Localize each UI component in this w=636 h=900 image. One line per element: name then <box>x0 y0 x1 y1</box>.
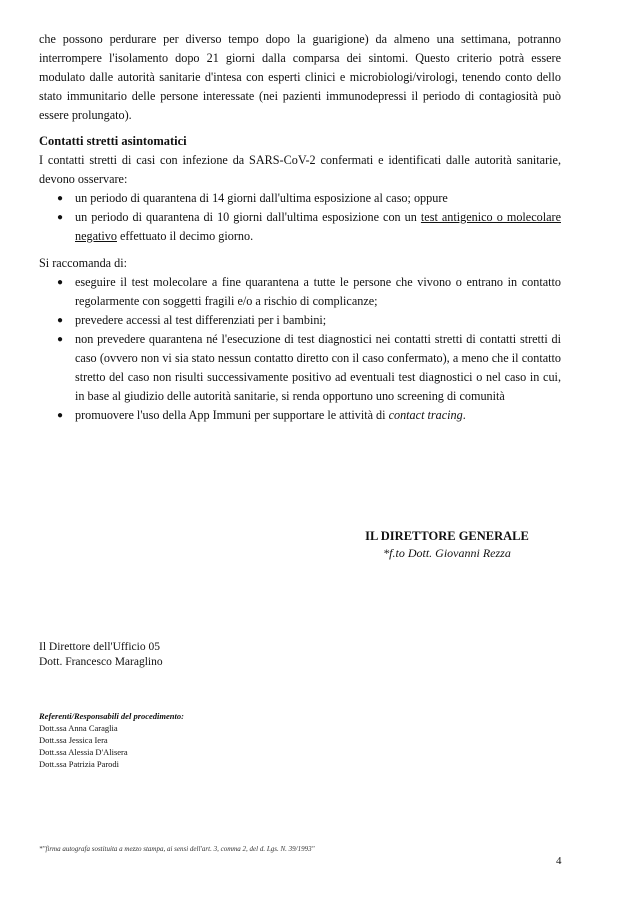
bullet-icon: ● <box>57 193 64 204</box>
referents-heading: Referenti/Responsabili del procedimento: <box>39 711 184 721</box>
referent-name: Dott.ssa Patrizia Parodi <box>39 759 120 769</box>
list-item <box>39 406 561 425</box>
list-item-text: non prevedere quarantena né l'esecuzione di test diagnostici nei contatti stretti di contatti stretti di caso (ovvero non vi sia stato nessun contatto diretto con il caso confermato), a meno che il contatto stretto del caso non risulti successivamente positivo ad eventuali test diagnostici o nel caso in cui, in base al giudizio delle autorità sanitarie, si renda opportuno uno screening di comunità <box>75 332 561 403</box>
document-body <box>39 30 561 425</box>
recommend-list <box>39 273 561 425</box>
list-item-text: un periodo di quarantena di 14 giorni dall'ultima esposizione al caso; oppure <box>75 191 448 205</box>
office-block <box>39 640 163 670</box>
signature-block <box>337 528 557 562</box>
office-title: Il Direttore dell'Ufficio 05 <box>39 641 160 653</box>
referents-block <box>39 710 184 770</box>
list-item-text: eseguire il test molecolare a fine quarantena a tutte le persone che vivono o entrano in contatto regolarmente con soggetti fragili e/o a rischio di complicanze; <box>75 275 561 308</box>
list-item <box>39 311 561 330</box>
referent-name: Dott.ssa Anna Caraglia <box>39 723 118 733</box>
list-item-text: . <box>462 408 466 422</box>
recommend-intro: Si raccomanda di: <box>39 256 127 270</box>
list-item-text: un periodo di quarantena di 10 giorni dall'ultima esposizione con un <box>75 210 421 224</box>
office-name: Dott. Francesco Maraglino <box>39 656 163 668</box>
referent-name: Dott.ssa Alessia D'Alisera <box>39 747 128 757</box>
footnote: *"firma autografa sostituita a mezzo stampa, ai sensi dell'art. 3, comma 2, del d. Lgs. N. 39/1993" <box>39 845 315 853</box>
bullet-icon: ● <box>57 212 64 223</box>
list-item-text: promuovere l'uso della App Immuni per supportare le attività di <box>75 408 389 422</box>
bullet-icon: ● <box>57 315 64 326</box>
section-heading: Contatti stretti asintomatici <box>39 134 187 148</box>
referent-name: Dott.ssa Jessica Iera <box>39 735 108 745</box>
bullet-icon: ● <box>57 277 64 288</box>
list-item <box>39 189 561 208</box>
list-item-text: effettuato il decimo giorno. <box>116 229 254 243</box>
list-item-text: prevedere accessi al test differenziati per i bambini; <box>75 313 327 327</box>
list-item <box>39 330 561 406</box>
italic-text: contact tracing <box>388 408 463 422</box>
underlined-text: test antigenico o molecolare negativo <box>75 210 561 243</box>
signature-title: IL DIRETTORE GENERALE <box>365 529 529 543</box>
bullet-icon: ● <box>57 334 64 345</box>
section-body: I contatti stretti di casi con infezione da SARS-CoV-2 confermati e identificati dalle autorità sanitarie, devono osservare: <box>39 153 561 186</box>
list-item <box>39 208 561 246</box>
signature-name: *f.to Dott. Giovanni Rezza <box>383 546 511 560</box>
list-item <box>39 273 561 311</box>
page-number: 4 <box>556 855 562 867</box>
bullet-icon: ● <box>57 410 64 421</box>
quarantine-options-list <box>39 189 561 246</box>
intro-paragraph: che possono perdurare per diverso tempo dopo la guarigione) da almeno una settimana, potranno interrompere l'isolamento dopo 21 giorni dalla comparsa dei sintomi. Questo criterio potrà essere modulato dalle autorità sanitarie d'intesa con esperti clinici e microbiologi/virologi, tenendo conto dello stato immunitario delle persone interessate (nei pazienti immunodepressi il periodo di contagiosità può essere prolungato). <box>39 32 561 122</box>
